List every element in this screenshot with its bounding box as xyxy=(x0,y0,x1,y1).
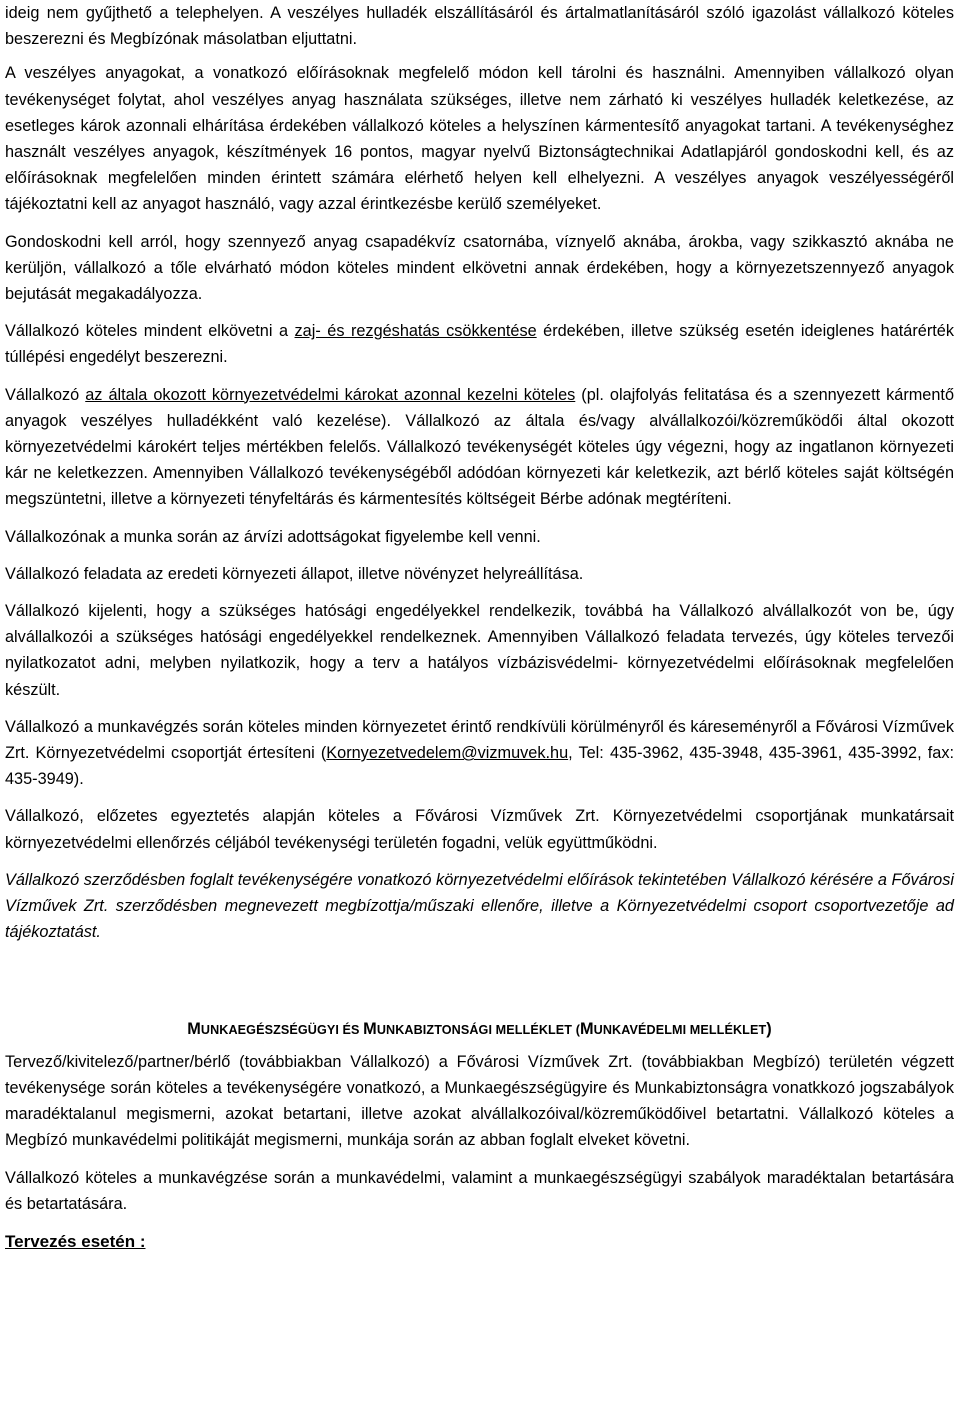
section-heading xyxy=(5,1016,954,1043)
subheading-design: Tervezés esetén : xyxy=(5,1231,146,1251)
paragraph-occupational-safety: Tervező/kivitelező/partner/bérlő (továbbiakban Vállalkozó) a Fővárosi Vízművek Zrt. (továbbiakban Megbízó) területén végzett tevékenysége során köteles a tevékenységére vonatkozó, a Munkaegészségügyire és Munkabiztonságra vonatkkozó jogszabályok maradéktalanul megismerni, azokat betartani, illetve azokat alvállalkozóival/közreműködőivel betartatni. Vállalkozó köteles a Megbízó munkavédelmi politikáját megismerni, munkája során az abban foglalt elveket követni. xyxy=(5,1052,954,1150)
underlined-phrase: az általa okozott környezetvédelmi károkat azonnal kezelni köteles xyxy=(85,385,576,404)
email-link[interactable]: Kornyezetvedelem@vizmuvek.hu xyxy=(326,744,569,763)
text-run: érdekében, illetve szükség esetén ideiglenes határérték túllépési engedélyt beszerezni. xyxy=(5,322,954,367)
text-run: Vállalkozó a munkavégzés során köteles minden környezetet érintő rendkívüli körülményről és káreseményről a Fővárosi Vízművek Zrt. Környezetvédelmi csoportját értesíteni ( xyxy=(5,717,954,763)
paragraph-incident-reporting xyxy=(5,714,954,793)
paragraph-permits: Vállalkozó kijelenti, hogy a szükséges hatósági engedélyekkel rendelkezik, továbbá ha Vállalkozó alvállalkozót von be, úgy alvállalkozói a szükséges hatósági engedélyekkel rendelkeznek. Amennyiben Vállalkozó feladata tervezés, úgy köteles tervezői nyilatkozatot adni, melyben nyilatkozik, hogy a terv a hatályos vízbázisvédelmi- környezetvédelmi előírásoknak megfelelően készült. xyxy=(5,602,954,699)
heading-smallcaps: UNKABIZTONSÁGI MELLÉKLET ( xyxy=(376,1022,580,1037)
paragraph-inspection: Vállalkozó, előzetes egyeztetés alapján köteles a Fővárosi Vízművek Zrt. Környezetvédelmi csoportjának munkatársait környezetvédelmi ellenőrzés céljából tevékenységi területén fogadni, velük együttműködni. xyxy=(5,807,954,852)
heading-initial: M xyxy=(187,1019,201,1038)
paragraph-environmental-damage xyxy=(5,382,954,513)
paragraph-restoration: Vállalkozó feladata az eredeti környezeti állapot, illetve növényzet helyreállítása. xyxy=(5,564,584,583)
paragraph-information-italic: Vállalkozó szerződésben foglalt tevékenységére vonatkozó környezetvédelmi előírások tekintetében Vállalkozó kérésére a Fővárosi Vízművek Zrt. szerződésben megnevezett megbízottja/műszaki ellenőre, illetve a Környezetvédelmi csoport csoportvezetője ad tájékoztatást. xyxy=(5,870,954,942)
paragraph-flood-conditions: Vállalkozónak a munka során az árvízi adottságokat figyelembe kell venni. xyxy=(5,527,541,546)
heading-initial: M xyxy=(580,1019,594,1038)
paragraph-compliance: Vállalkozó köteles a munkavégzése során a munkavédelmi, valamint a munkaegészségügyi szabályok maradéktalan betartására és betartatására. xyxy=(5,1168,954,1213)
text-run: (pl. olajfolyás felitatása és a szennyezett kármentő anyagok veszélyes hulladékként való kezelése). Vállalkozó az általa és/vagy alvállalkozói/közreműködői által okozott környezetvédelmi károkért teljes mértékben felelős. Vállalkozó tevékenységét köteles úgy végezni, hogy az ingatlanon környezeti kár ne keletkezzen. Amennyiben Vállalkozó tevékenységéből adódóan környezeti kár keletkezik, azt bérlő köteles saját költségén megszüntetni, illetve a környezeti tényfeltárás és kármentesítés költségeit Bérbe adónak megtéríteni. xyxy=(5,385,954,509)
text-run: , Tel: 435-3962, 435-3948, 435-3961, 435-3992, fax: 435-3949). xyxy=(5,744,954,789)
paragraph-hazardous-waste: ideig nem gyűjthető a telephelyen. A veszélyes hulladék elszállításáról és ártalmatlanításáról szóló igazolást vállalkozó köteles beszerezni és Megbízónak másolatban eljuttatni. xyxy=(5,4,954,49)
text-run: Vállalkozó köteles mindent elkövetni a xyxy=(5,322,295,341)
paragraph-hazardous-materials: A veszélyes anyagokat, a vonatkozó előírásoknak megfelelő módon kell tárolni és használni. Amennyiben vállalkozó olyan tevékenységet folytat, ahol veszélyes anyag használata szükséges, illetve nem zárható ki veszélyes hulladék keletkezése, az esetleges károk azonnali elhárítása érdekében vállalkozó köteles a helyszínen kármentesítő anyagokat tartani. A tevékenységhez használt veszélyes anyagok, készítmények 16 pontos, magyar nyelvű Biztonságtechnikai Adatlapjáról gondoskodni kell, és az előírásoknak megfelelően minden érintett számára elérhető helyen kell elhelyezni. A veszélyes anyagok veszélyességéről tájékoztatni kell az anyagot használó, vagy azzal érintkezésbe kerülő személyeket. xyxy=(5,64,954,214)
text-run: Vállalkozó xyxy=(5,385,86,404)
heading-smallcaps: UNKAEGÉSZSÉGÜGYI ÉS xyxy=(200,1022,364,1037)
paragraph-pollutant-prevention: Gondoskodni kell arról, hogy szennyező anyag csapadékvíz csatornába, víznyelő aknába, árokba, vagy szikkasztó aknába ne kerüljön, vállalkozó a tőle elvárható módon köteles mindent elkövetni annak érdekében, hogy a környezetszennyező anyagok bejutását megakadályozza. xyxy=(5,232,954,304)
paragraph-noise-vibration xyxy=(5,318,954,370)
heading-smallcaps: UNKAVÉDELMI MELLÉKLET xyxy=(593,1022,767,1037)
heading-initial: M xyxy=(363,1019,377,1038)
underlined-phrase: zaj- és rezgéshatás csökkentése xyxy=(294,322,537,341)
heading-close-paren: ) xyxy=(766,1019,772,1038)
